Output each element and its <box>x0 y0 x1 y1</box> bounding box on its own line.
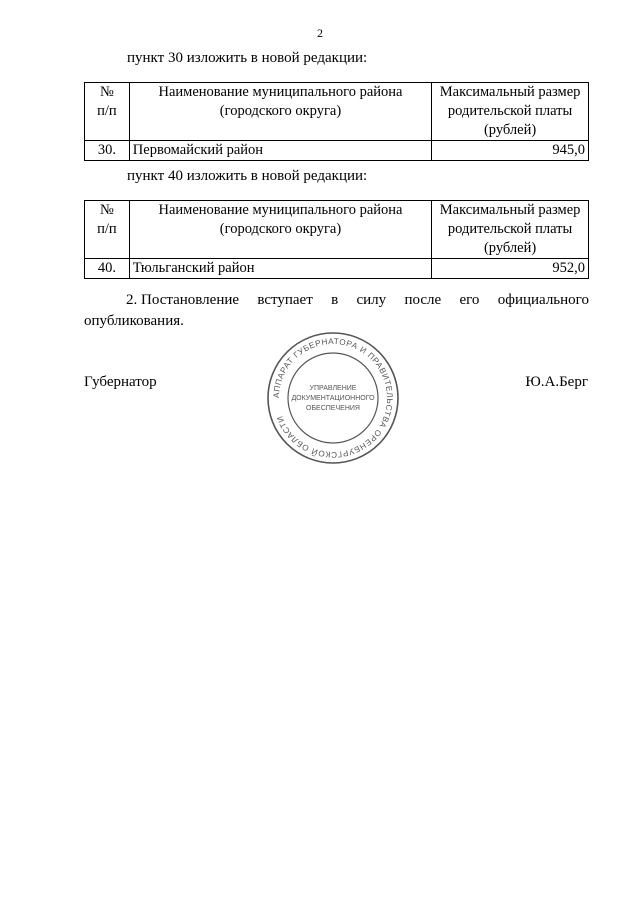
clause-2-last-line: опубликования. <box>84 313 184 329</box>
clause-word: 2. Постановление <box>126 292 240 308</box>
header-num-cell <box>85 83 130 141</box>
signatory-name: Ю.А.Берг <box>525 374 588 390</box>
header-name-line: Наименование муниципального района <box>158 202 403 218</box>
row-fee: 952,0 <box>432 259 589 279</box>
header-num-line: № <box>99 202 114 218</box>
header-fee-line: Максимальный размер <box>439 202 581 218</box>
table-header-row <box>85 201 589 259</box>
row-num: 30. <box>85 141 130 161</box>
header-name-cell <box>129 83 431 141</box>
amendment-1-table <box>84 82 589 161</box>
header-fee-line: (рублей) <box>483 240 537 256</box>
header-fee-cell <box>432 83 589 141</box>
signatory-title: Губернатор <box>84 374 157 390</box>
clause-word: после <box>404 292 442 308</box>
header-name-line: (городского округа) <box>219 103 342 119</box>
seal-center-line: УПРАВЛЕНИЕ <box>309 385 357 392</box>
header-fee-line: родительской платы <box>447 221 573 237</box>
table-row <box>85 259 589 279</box>
header-fee-line: родительской платы <box>447 103 573 119</box>
amendment-2-table <box>84 200 589 279</box>
seal-center-line: ДОКУМЕНТАЦИОННОГО <box>291 395 375 402</box>
seal-ring-textpath: АППАРАТ ГУБЕРНАТОРА И ПРАВИТЕЛЬСТВА ОРЕНБУРГСКОЙ ОБЛАСТИ <box>271 336 395 460</box>
row-district-name: Первомайский район <box>129 141 431 161</box>
header-fee-line: (рублей) <box>483 122 537 138</box>
header-fee-line: Максимальный размер <box>439 84 581 100</box>
clause-word: его <box>459 292 480 308</box>
clause-word: силу <box>356 292 387 308</box>
header-name-line: (городского округа) <box>219 221 342 237</box>
header-name-line: Наименование муниципального района <box>158 84 403 100</box>
amendment-2-instruction: пункт 40 изложить в новой редакции: <box>127 168 368 184</box>
header-num-cell <box>85 201 130 259</box>
table-header-row <box>85 83 589 141</box>
row-num: 40. <box>85 259 130 279</box>
table-row <box>85 141 589 161</box>
clause-2-first-line <box>84 290 589 311</box>
amendment-1-instruction: пункт 30 изложить в новой редакции: <box>127 50 368 66</box>
row-district-name: Тюльганский район <box>129 259 431 279</box>
header-fee-cell <box>432 201 589 259</box>
header-name-cell <box>129 201 431 259</box>
header-num-line: п/п <box>97 221 117 237</box>
clause-word: в <box>331 292 339 308</box>
header-num-line: п/п <box>97 103 117 119</box>
clause-2-paragraph <box>84 290 589 332</box>
page-number: 2 <box>317 26 323 40</box>
clause-word: вступает <box>257 292 313 308</box>
clause-word: официального <box>497 292 589 308</box>
official-seal-stamp <box>265 330 401 466</box>
header-num-line: № <box>99 84 114 100</box>
seal-center-line: ОБЕСПЕЧЕНИЯ <box>306 405 360 412</box>
row-fee: 945,0 <box>432 141 589 161</box>
